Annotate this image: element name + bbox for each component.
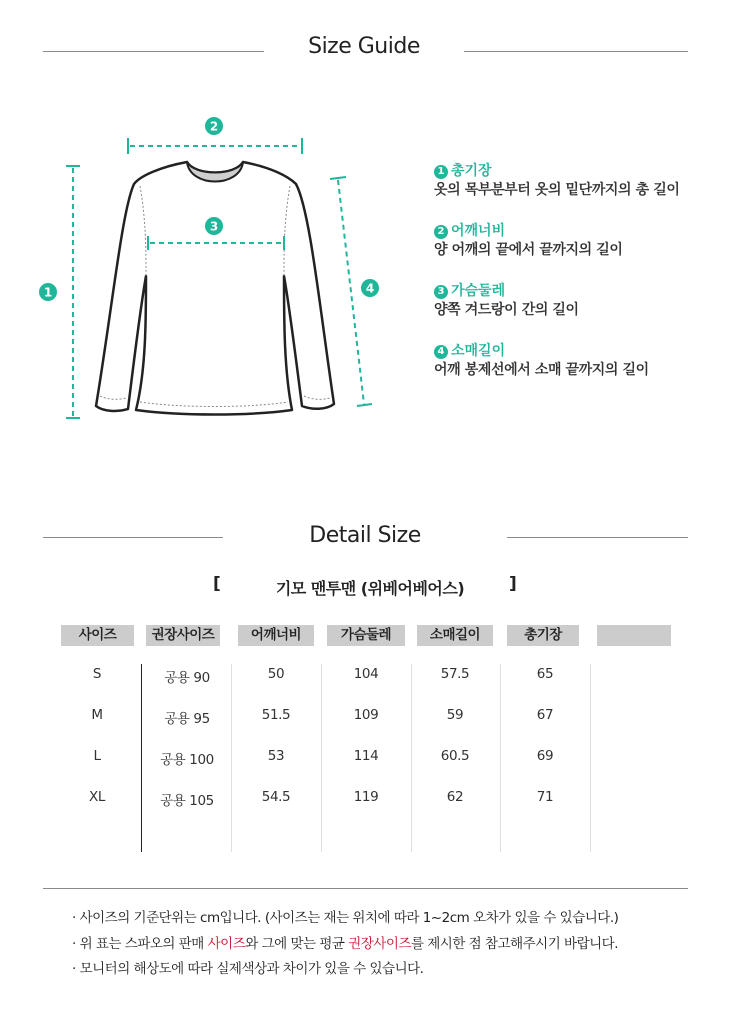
cell-chest: 104 — [353, 666, 379, 682]
cell-size: XL — [89, 789, 105, 805]
total-length-measure-line — [66, 166, 80, 418]
legend-item-shoulder-width — [434, 222, 623, 260]
cell-sleeve: 57.5 — [440, 666, 470, 682]
cell-total-length: 71 — [536, 789, 554, 805]
legend-description: 양 어깨의 끝에서 끝까지의 길이 — [434, 242, 623, 258]
note-text: 위 표는 스파오의 판매 — [79, 935, 208, 952]
cell-size: M — [91, 707, 103, 723]
sweatshirt-diagram — [30, 110, 390, 430]
legend-title: 총기장 — [451, 163, 492, 179]
note-highlight-recommended: 권장사이즈 — [348, 935, 411, 952]
marker-3 — [205, 217, 223, 235]
product-bracket-open: [ — [213, 574, 221, 594]
marker-2-label: 2 — [209, 119, 219, 134]
marker-1-label: 1 — [43, 285, 53, 300]
note-unit — [72, 906, 618, 932]
cell-sleeve: 62 — [446, 789, 464, 805]
cell-size: L — [93, 748, 101, 764]
legend-title: 가슴둘레 — [451, 283, 506, 299]
detail-size-rule-left — [43, 537, 223, 538]
cell-recommended: 공용 95 — [164, 711, 210, 727]
size-guide-title: Size Guide — [308, 34, 420, 59]
header-total-length: 총기장 — [507, 625, 579, 646]
legend-number-badge: 2 — [434, 225, 448, 239]
header-shoulder-width: 어깨너비 — [238, 625, 314, 646]
legend-number-badge: 1 — [434, 165, 448, 179]
note-highlight-size: 사이즈 — [207, 935, 246, 952]
cell-size: S — [92, 666, 102, 682]
cell-shoulder: 50 — [267, 666, 285, 682]
sweatshirt-outline — [96, 162, 334, 415]
column-divider-primary — [141, 664, 142, 852]
note-text: 사이즈의 기준단위는 cm입니다. (사이즈는 재는 위치에 따라 1~2cm 오차가 있을 수 있습니다.) — [79, 910, 619, 926]
cell-chest: 114 — [353, 748, 379, 764]
detail-size-rule-right — [507, 537, 688, 538]
cell-recommended: 공용 105 — [160, 793, 214, 809]
cell-shoulder: 54.5 — [261, 789, 291, 805]
product-name: 기모 맨투맨 (위베어베어스) — [275, 579, 465, 598]
marker-4-label: 4 — [365, 281, 375, 296]
cell-chest: 119 — [353, 789, 379, 805]
marker-2 — [205, 117, 223, 135]
legend-description: 양쪽 겨드랑이 간의 길이 — [434, 302, 579, 318]
note-text: 와 그에 맞는 평균 — [245, 935, 349, 952]
column-divider — [590, 664, 591, 852]
size-guide-rule-left — [43, 51, 264, 52]
marker-4 — [361, 279, 379, 297]
notes-list — [72, 906, 618, 983]
cell-sleeve: 60.5 — [440, 748, 470, 764]
legend-number-badge: 3 — [434, 285, 448, 299]
legend-item-total-length — [434, 162, 679, 200]
header-recommended-size: 권장사이즈 — [146, 625, 220, 646]
header-sleeve-length: 소매길이 — [417, 625, 493, 646]
header-empty — [597, 625, 671, 646]
note-bullet: · — [72, 935, 76, 952]
cell-recommended: 공용 100 — [160, 752, 214, 768]
header-size: 사이즈 — [61, 625, 134, 646]
note-bullet: · — [72, 961, 76, 977]
legend-number-badge: 4 — [434, 345, 448, 359]
legend-title: 어깨너비 — [451, 223, 506, 239]
marker-3-label: 3 — [209, 219, 219, 234]
cell-chest: 109 — [353, 707, 379, 723]
shoulder-measure-line — [128, 138, 302, 154]
legend-description: 옷의 목부분부터 옷의 밑단까지의 총 길이 — [434, 182, 680, 198]
note-text: 모니터의 해상도에 따라 실제색상과 차이가 있을 수 있습니다. — [79, 961, 424, 977]
cell-shoulder: 53 — [267, 748, 285, 764]
legend-item-chest — [434, 282, 579, 320]
cell-total-length: 69 — [536, 748, 554, 764]
header-chest: 가슴둘레 — [327, 625, 405, 646]
note-monitor — [72, 957, 618, 983]
product-bracket-close: ] — [509, 574, 517, 594]
cell-total-length: 67 — [536, 707, 554, 723]
note-text: 를 제시한 점 참고해주시기 바랍니다. — [410, 935, 619, 952]
legend-description: 어깨 봉제선에서 소매 끝까지의 길이 — [434, 362, 649, 378]
detail-size-title: Detail Size — [309, 523, 421, 548]
size-guide-rule-right — [464, 51, 688, 52]
marker-1 — [39, 283, 57, 301]
cell-recommended: 공용 90 — [164, 670, 210, 686]
note-table-info — [72, 932, 618, 958]
note-bullet: · — [72, 910, 76, 926]
cell-total-length: 65 — [536, 666, 554, 682]
notes-divider — [43, 888, 688, 889]
legend-item-sleeve-length — [434, 342, 649, 380]
legend-title: 소매길이 — [451, 343, 506, 359]
cell-shoulder: 51.5 — [261, 707, 291, 723]
cell-sleeve: 59 — [446, 707, 464, 723]
